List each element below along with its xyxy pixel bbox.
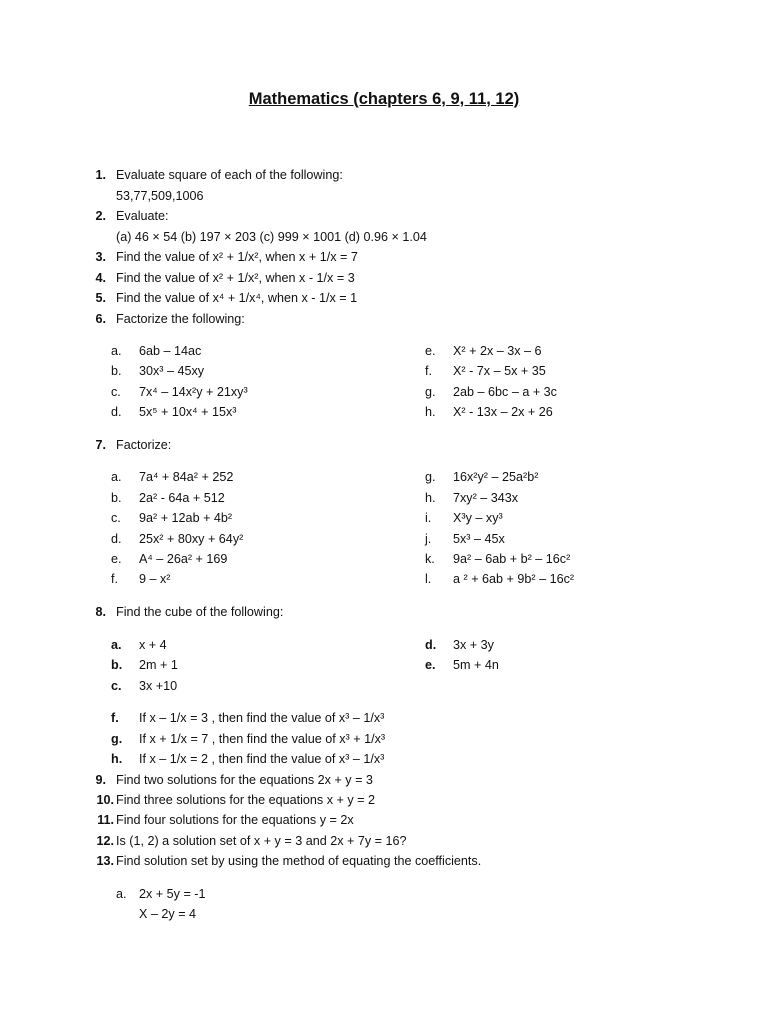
item-expression: 9 – x² [139,572,171,586]
item-label: a. [116,887,127,901]
question-number: 10. [96,793,114,807]
item-label: c. [111,385,121,399]
question-text: Evaluate square of each of the following: [116,168,343,182]
item-label: f. [111,711,119,725]
item-label: a. [111,638,122,652]
item-label: j. [425,532,432,546]
item-label: c. [111,511,121,525]
item-label: g. [425,385,436,399]
item-label: h. [425,491,436,505]
item-expression: X – 2y = 4 [139,907,197,921]
question-number: 7. [95,438,106,452]
item-expression: 9a² – 6ab + b² – 16c² [453,552,571,566]
question-text: Find three solutions for the equations x + y = 2 [116,793,376,807]
item-label: b. [111,491,122,505]
item-label: e. [425,344,436,358]
item-label: a. [111,344,122,358]
item-label: d. [111,405,122,419]
item-expression: If x + 1/x = 7 , then find the value of x³ + 1/x³ [139,732,386,746]
question-number: 12. [96,834,114,848]
item-label: a. [111,470,122,484]
item-label: c. [111,679,122,693]
question-number: 13. [96,854,114,868]
question-text: Find solution set by using the method of equating the coefficients. [116,854,482,868]
question-subtext: (a) 46 × 54 (b) 197 × 203 (c) 999 × 1001 (d) 0.96 × 1.04 [116,230,427,244]
item-label: e. [425,658,436,672]
item-expression: 2ab – 6bc – a + 3c [453,385,557,399]
question-text: Find four solutions for the equations y = 2x [116,813,354,827]
question-text: Find the value of x² + 1/x², when x - 1/x = 3 [116,271,355,285]
item-label: d. [425,638,437,652]
question-number: 11. [97,813,114,827]
item-expression: 5x⁵ + 10x⁴ + 15x³ [139,405,237,419]
item-expression: X² - 7x – 5x + 35 [453,364,546,378]
item-label: l. [425,572,432,586]
question-number: 5. [95,291,106,305]
item-label: d. [111,532,122,546]
question-text: Find two solutions for the equations 2x + y = 3 [116,773,373,787]
item-expression: 30x³ – 45xy [139,364,205,378]
item-expression: a ² + 6ab + 9b² – 16c² [453,572,575,586]
question-subtext: 53,77,509,1006 [116,189,204,203]
item-label: h. [111,752,123,766]
question-number: 8. [95,605,106,619]
item-expression: If x – 1/x = 2 , then find the value of x³ – 1/x³ [139,752,385,766]
question-text: Factorize: [116,438,172,452]
item-expression: 6ab – 14ac [139,344,202,358]
item-label: k. [425,552,435,566]
item-label: i. [425,511,432,525]
item-expression: 2a² - 64a + 512 [139,491,225,505]
question-text: Factorize the following: [116,312,245,326]
question-text: Find the value of x² + 1/x², when x + 1/x = 7 [116,250,358,264]
question-text: Evaluate: [116,209,169,223]
item-expression: 16x²y² – 25a²b² [453,470,539,484]
item-expression: If x – 1/x = 3 , then find the value of x³ – 1/x³ [139,711,385,725]
item-expression: 9a² + 12ab + 4b² [139,511,233,525]
item-expression: 2m + 1 [139,658,178,672]
item-label: b. [111,658,123,672]
question-text: Find the value of x⁴ + 1/x⁴, when x - 1/x = 1 [116,291,358,305]
item-expression: A⁴ – 26a² + 169 [139,552,228,566]
item-expression: 2x + 5y = -1 [139,887,206,901]
item-label: f. [425,364,432,378]
question-number: 1. [95,168,106,182]
item-label: g. [111,732,123,746]
item-expression: 3x +10 [139,679,178,693]
item-expression: X² - 13x – 2x + 26 [453,405,553,419]
item-expression: 7x⁴ – 14x²y + 21xy³ [139,385,248,399]
item-label: f. [111,572,118,586]
page-title: Mathematics (chapters 6, 9, 11, 12) [248,90,520,108]
question-number: 4. [95,271,106,285]
item-expression: 25x² + 80xy + 64y² [139,532,244,546]
question-number: 2. [95,209,106,223]
item-label: g. [425,470,436,484]
item-expression: 7a⁴ + 84a² + 252 [139,470,234,484]
item-expression: 5m + 4n [453,658,499,672]
item-label: h. [425,405,436,419]
item-expression: X² + 2x – 3x – 6 [453,344,542,358]
item-label: e. [111,552,122,566]
question-number: 9. [95,773,106,787]
item-expression: X³y – xy³ [453,511,503,525]
item-expression: 3x + 3y [453,638,494,652]
item-expression: x + 4 [139,638,167,652]
question-number: 3. [95,250,106,264]
question-text: Find the cube of the following: [116,605,284,619]
item-expression: 7xy² – 343x [453,491,519,505]
item-expression: 5x³ – 45x [453,532,505,546]
item-label: b. [111,364,122,378]
question-text: Is (1, 2) a solution set of x + y = 3 and 2x + 7y = 16? [116,834,407,848]
question-number: 6. [95,312,106,326]
